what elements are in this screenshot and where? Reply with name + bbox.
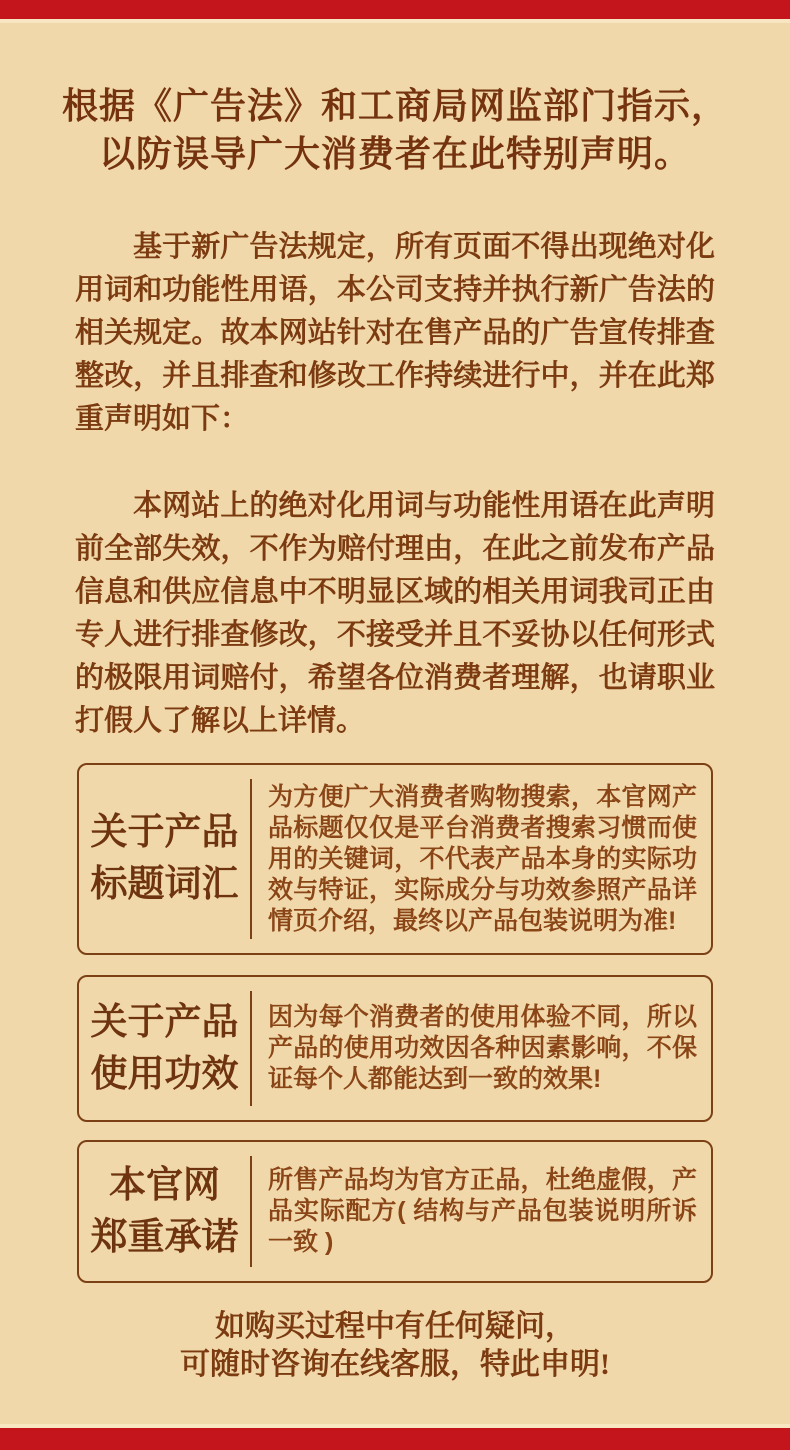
page-title-line1: 根据《广告法》和工商局网监部门指示， <box>61 86 728 126</box>
top-band-highlight <box>0 19 790 23</box>
box-label <box>91 1160 239 1264</box>
box-label-line1: 关于产品 <box>90 1001 239 1043</box>
bottom-red-band <box>0 1428 790 1450</box>
box-description: 所售产品均为官方正品，杜绝虚假，产品实际配方( 结构与产品包装说明所诉一致 ) <box>268 1166 697 1256</box>
box-label-line2: 标题词汇 <box>90 864 239 905</box>
top-red-band <box>0 0 790 19</box>
page-title-line2: 以防误导广大消费者在此特别声明。 <box>98 134 691 174</box>
box-label-column <box>79 1142 250 1281</box>
box-label-column <box>79 765 250 953</box>
box-label-line1: 关于产品 <box>90 812 239 853</box>
notice-box-product-title <box>77 763 713 955</box>
notice-box-list <box>77 763 713 1283</box>
box-label-line1: 本官网 <box>109 1164 220 1206</box>
box-description: 因为每个消费者的使用体验不同，所以产品的使用功效因各种因素影响，不保证每个人都能达到一致的效果! <box>268 1003 697 1093</box>
statement-paragraph-1: 基于新广告法规定，所有页面不得出现绝对化用词和功能性用语，本公司支持并执行新广告法的相关规定。故本网站针对在售产品的广告宣传排查整改，并且排查和修改工作持续进行中，并在此郑重声明如下： <box>75 231 715 435</box>
notice-box-official-promise <box>77 1140 713 1283</box>
box-description-column <box>252 765 711 953</box>
footer-note-line2: 可随时咨询在线客服，特此申明! <box>180 1348 610 1381</box>
box-label-column <box>79 977 250 1120</box>
box-label-line2: 郑重承诺 <box>90 1216 239 1258</box>
box-description: 为方便广大消费者购物搜索，本官网产品标题仅仅是平台消费者搜索习惯而使用的关键词，不代表产品本身的实际功效与特证，实际成分与功效参照产品详情页介绍，最终以产品包装说明为准! <box>268 782 697 935</box>
box-description-column <box>252 1142 711 1281</box>
page-title <box>40 0 750 178</box>
box-label <box>91 997 239 1101</box>
footer-note <box>0 1308 790 1384</box>
box-description-column <box>252 977 711 1120</box>
box-label <box>91 807 239 911</box>
box-label-line2: 使用功效 <box>90 1053 239 1095</box>
statement-paragraph-2: 本网站上的绝对化用词与功能性用语在此声明前全部失效，不作为赔付理由，在此之前发布产品信息和供应信息中不明显区域的相关用词我司正由专人进行排查修改，不接受并且不妥协以任何形式的极限用词赔付，希望各位消费者理解，也请职业打假人了解以上详情。 <box>75 490 715 737</box>
footer-note-line1: 如购买过程中有任何疑问， <box>215 1310 575 1343</box>
notice-box-product-effect <box>77 975 713 1122</box>
